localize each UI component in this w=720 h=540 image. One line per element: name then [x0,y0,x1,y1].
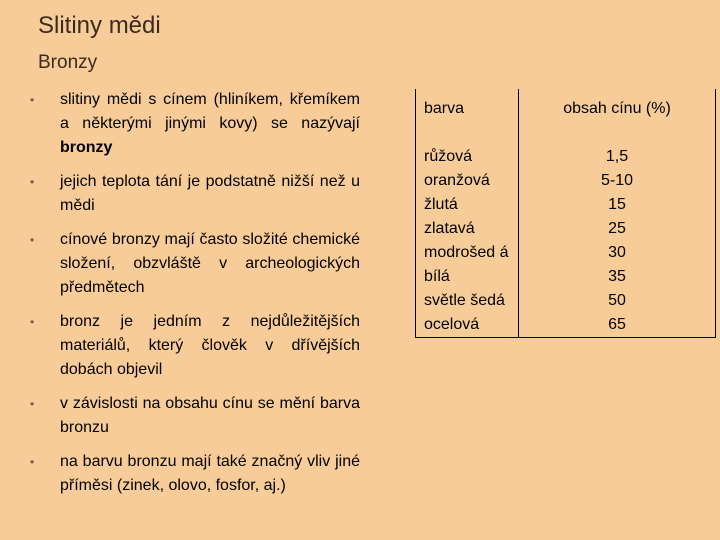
bullet-bold-text: bronzy [60,139,113,156]
bullet-text: v závislosti na obsahu cínu se mění barva bronzu [60,395,360,436]
table-row [416,145,716,169]
table-row [416,169,716,193]
bullet-dot-icon: • [30,175,35,189]
cell-color: žlutá [416,193,519,217]
bullet-dot-icon: • [30,397,35,411]
header-color: barva [416,89,519,145]
bullet-item [30,392,360,440]
cell-tin: 50 [519,289,716,313]
cell-tin: 15 [519,193,716,217]
table-row [416,313,716,338]
bullet-dot-icon: • [30,315,35,329]
table-header-row [416,89,716,145]
bullet-dot-icon: • [30,455,35,469]
bullet-item [30,170,360,218]
bullet-text: cínové bronzy mají často složité chemické složení, obzvláště v archeologických předmětech [60,231,360,296]
cell-tin: 65 [519,313,716,338]
bullet-item [30,88,360,160]
slide-subtitle: Bronzy [38,52,98,73]
cell-color: oranžová [416,169,519,193]
bullet-item [30,450,360,498]
slide-title: Slitiny mědi [38,12,161,39]
table-row [416,217,716,241]
bullet-text: bronz je jedním z nejdůležitějších materiálů, který člověk v dřívějších dobách objevil [60,313,360,378]
bronze-color-table-wrap [415,89,716,338]
table-row [416,193,716,217]
cell-color: zlatavá [416,217,519,241]
bullet-dot-icon: • [30,233,35,247]
bronze-color-table [415,89,716,338]
table-row [416,289,716,313]
cell-color: modrošed á [416,241,519,265]
cell-color: světle šedá [416,289,519,313]
cell-tin: 30 [519,241,716,265]
cell-tin: 1,5 [519,145,716,169]
table-row [416,265,716,289]
header-tin-content: obsah cínu (%) [519,89,716,145]
bullet-text: jejich teplota tání je podstatně nižší než u mědi [60,173,360,214]
bullet-dot-icon: • [30,93,35,107]
cell-tin: 35 [519,265,716,289]
cell-tin: 25 [519,217,716,241]
table-row [416,241,716,265]
cell-color: bílá [416,265,519,289]
bullet-text: slitiny mědi s cínem (hliníkem, křemíkem a některými jinými kovy) se nazývají [60,91,360,132]
bullet-list [30,88,360,508]
cell-color: růžová [416,145,519,169]
bullet-text: na barvu bronzu mají také značný vliv jiné příměsi (zinek, olovo, fosfor, aj.) [60,453,360,494]
cell-color: ocelová [416,313,519,338]
bullet-item [30,310,360,382]
cell-tin: 5-10 [519,169,716,193]
bullet-item [30,228,360,300]
